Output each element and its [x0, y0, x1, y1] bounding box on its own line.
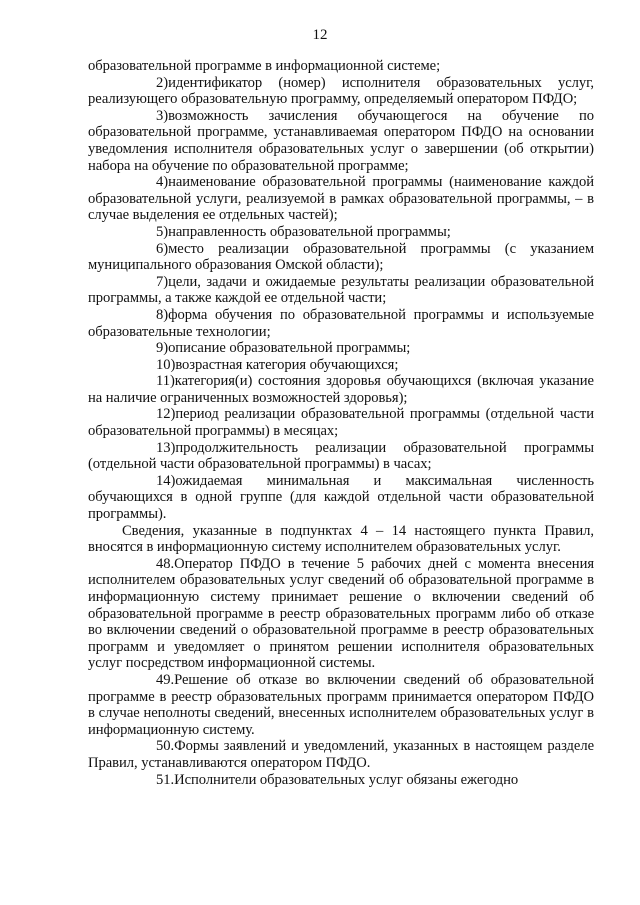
paragraph [88, 523, 594, 556]
paragraph-text: Оператор ПФДО в течение 5 рабочих дней с момента внесения исполнителем образовательных услуг сведений об образовательной программе в информационную систему принимает решение о включении сведений об образовательной программе в реестр образовательных программ либо об отказе во включении сведений о образовательной программе в реестр образовательных программ и уведомляет о принятом решении исполнителя образовательных услуг посредством информационной системы. [88, 555, 594, 672]
paragraph-text: Исполнители образовательных услуг обязаны ежегодно [174, 771, 519, 788]
paragraph-text: место реализации образовательной программы (с указанием муниципального образования Омской области); [88, 240, 594, 274]
paragraph [88, 440, 594, 473]
list-marker: 6) [156, 240, 169, 257]
paragraph-text: Решение об отказе во включении сведений об образовательной программе в реестр образовательных программ принимается оператором ПФДО в случае неполноты сведений, внесенных исполнителем образовательных услуг в информационную систему. [88, 671, 594, 738]
list-marker: 14) [156, 472, 176, 489]
paragraph-text: период реализации образовательной программы (отдельной части образовательной программы) в месяцах; [88, 406, 594, 440]
list-marker: 49. [156, 671, 175, 688]
paragraph-text: категория(и) состояния здоровья обучающихся (включая указание на наличие ограниченных возможностей здоровья); [88, 373, 594, 406]
list-marker: 12) [156, 406, 176, 423]
paragraph [88, 58, 594, 75]
paragraph [88, 174, 594, 224]
paragraph-text: описание образовательной программы; [168, 340, 411, 357]
list-marker: 10) [156, 356, 176, 373]
paragraph [88, 738, 594, 771]
list-marker: 51. [156, 771, 175, 788]
list-marker: 2) [156, 74, 169, 91]
paragraph-text: идентификатор (номер) исполнителя образовательных услуг, реализующего образовательную программу, определяемый оператором ПФДО; [88, 74, 594, 108]
paragraph [88, 772, 594, 789]
paragraph [88, 274, 594, 307]
paragraph-text: направленность образовательной программы; [168, 223, 451, 240]
paragraph [88, 108, 594, 174]
list-marker: 11) [156, 373, 175, 390]
paragraph [88, 406, 594, 439]
paragraph [88, 556, 594, 672]
paragraph [88, 672, 594, 738]
paragraph-text: Сведения, указанные в подпунктах 4 – 14 настоящего пункта Правил, вносятся в информационную систему исполнителем образовательных услуг. [88, 522, 594, 556]
list-marker: 13) [156, 439, 176, 456]
paragraph-text: форма обучения по образовательной программы и используемые образовательные технологии; [88, 306, 594, 340]
list-marker: 9) [156, 340, 169, 357]
paragraph-text: образовательной программе в информационной системе; [88, 58, 441, 74]
paragraph-text: цели, задачи и ожидаемые результаты реализации образовательной программы, а также каждой ее отдельной части; [88, 273, 594, 307]
paragraph-text: возрастная категория обучающихся; [175, 356, 399, 373]
document-body [88, 58, 594, 788]
list-marker: 3) [156, 107, 169, 124]
paragraph [88, 75, 594, 108]
paragraph-text: Формы заявлений и уведомлений, указанных в настоящем разделе Правил, устанавливаются оператором ПФДО. [88, 738, 594, 771]
paragraph-text: ожидаемая минимальная и максимальная численность обучающихся в одной группе (для каждой отдельной части образовательной программы). [88, 472, 594, 523]
list-marker: 4) [156, 174, 169, 191]
paragraph-text: возможность зачисления обучающегося на обучение по образовательной программе, устанавливаемая оператором ПФДО на основании уведомления исполнителя образовательных услуг о завершении (об открытии) набора на обучение по образовательной программе; [88, 107, 594, 174]
paragraph [88, 373, 594, 406]
paragraph [88, 357, 594, 374]
list-marker: 8) [156, 306, 169, 323]
paragraph-text: наименование образовательной программы (наименование каждой образовательной услуги, реализуемой в рамках образовательной программы, – в случае выделения ее отдельных частей); [88, 174, 594, 224]
paragraph [88, 307, 594, 340]
paragraph-text: продолжительность реализации образовательной программы (отдельной части образовательной программы) в часах; [88, 439, 594, 473]
page-number: 12 [312, 27, 328, 43]
list-marker: 48. [156, 555, 175, 572]
list-marker: 7) [156, 273, 169, 290]
paragraph [88, 340, 594, 357]
list-marker: 50. [156, 738, 175, 755]
paragraph [88, 473, 594, 523]
list-marker: 5) [156, 223, 169, 240]
paragraph [88, 241, 594, 274]
paragraph [88, 224, 594, 241]
